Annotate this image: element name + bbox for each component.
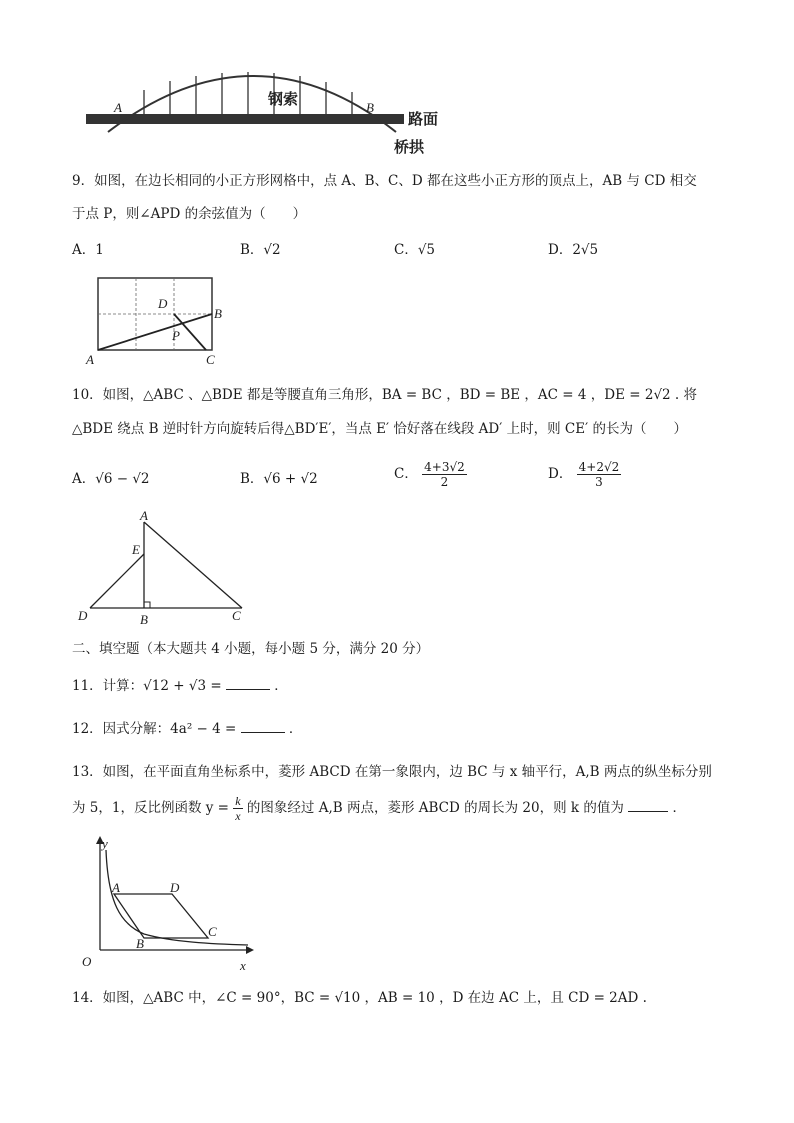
q11-text: 11．计算：√12 + √3 =: [72, 678, 222, 694]
q12-end: ．: [288, 721, 303, 737]
segment-ab: [98, 314, 212, 350]
q13-line2-b: 的图象经过 A,B 两点，菱形 ABCD 的周长为 20，则 k 的值为: [246, 800, 624, 816]
q12-text: 12．因式分解：4a² − 4 =: [72, 721, 237, 737]
q10-option-c-frac: [422, 460, 467, 489]
grid-label-p: P: [172, 328, 180, 343]
rh-label-b: B: [136, 936, 144, 951]
grid-figure: [84, 272, 234, 367]
q13-frac-den: x: [235, 809, 241, 823]
q10-option-d-frac: [577, 460, 622, 489]
q13-line1: 13．如图，在平面直角坐标系中，菱形 ABCD 在第一象限内，边 BC 与 x 轴平行，A,B 两点的纵坐标分别: [72, 764, 712, 780]
q10-option-d-num: 4+2√2: [578, 460, 620, 474]
q9-line1: 9．如图，在边长相同的小正方形网格中，点 A、B、C、D 都在这些小正方形的顶点上，AB 与 CD 相交: [72, 173, 697, 189]
q10-option-b: B．√6 + √2: [240, 471, 318, 487]
q13-frac: [233, 794, 242, 823]
q13-line2-a: 为 5，1，反比例函数 y =: [72, 800, 229, 816]
coordinate-figure: [72, 832, 262, 980]
q13-blank: [628, 811, 668, 812]
axis-label-y: y: [102, 836, 108, 851]
grid-label-d: D: [158, 296, 168, 311]
q10-line2: △BDE 绕点 B 逆时针方向旋转后得△BD′E′，当点 E′ 恰好落在线段 AD′ 上时，则 CE′ 的长为（ ）: [72, 421, 687, 437]
hyperbola-curve: [106, 850, 248, 945]
q10-line1: 10．如图，△ABC 、△BDE 都是等腰直角三角形，BA = BC ，BD = BE ，AC = 4 ，DE = 2√2 . 将: [72, 387, 698, 403]
cable-label: 钢索: [268, 90, 299, 108]
q12: [72, 720, 302, 738]
q11-blank: [226, 689, 270, 690]
q9-option-a: A．1: [72, 242, 104, 258]
q10-option-d-prefix: D．: [548, 466, 573, 482]
q10-option-d-den: 3: [595, 475, 603, 489]
q13-end: ．: [672, 800, 686, 816]
q9-option-c: C．√5: [394, 242, 436, 258]
q10-option-c-den: 2: [440, 475, 449, 489]
bridge-label-a: A: [114, 100, 122, 115]
road-label: 路面: [408, 110, 439, 128]
q11: [72, 677, 288, 695]
tri-label-d: D: [78, 608, 88, 623]
q11-end: ．: [274, 678, 288, 694]
grid-label-c: C: [206, 352, 215, 367]
q9-option-d: D．2√5: [548, 242, 599, 258]
q10-option-c: [394, 460, 467, 489]
grid-label-a: A: [86, 352, 94, 367]
q13-line2: [72, 794, 686, 823]
q10-option-c-num: 4+3√2: [424, 460, 465, 474]
triangle-figure: [72, 508, 262, 628]
tri-label-e: E: [132, 542, 140, 557]
section-2-title: 二、填空题（本大题共 4 小题，每小题 5 分，满分 20 分）: [72, 641, 430, 657]
rh-label-a: A: [112, 880, 120, 895]
rhombus: [114, 894, 208, 938]
q10-option-d: [548, 460, 621, 489]
tri-label-a: A: [140, 508, 148, 523]
q10-option-a: A．√6 − √2: [72, 471, 150, 487]
q9-option-b: B．√2: [240, 242, 281, 258]
arch-label: 桥拱: [394, 138, 425, 156]
axis-label-x: x: [240, 958, 246, 973]
rh-label-c: C: [208, 924, 217, 939]
q10-option-c-prefix: C．: [394, 466, 418, 482]
origin-label: O: [82, 954, 92, 969]
q9-line2: 于点 P，则∠APD 的余弦值为（ ）: [72, 206, 307, 222]
q12-blank: [241, 732, 285, 733]
road-deck: [86, 114, 404, 124]
bridge-figure: [80, 60, 460, 160]
rh-label-d: D: [170, 880, 180, 895]
q14-line: 14．如图，△ABC 中，∠C = 90°，BC = √10 ，AB = 10 ，D 在边 AC 上，且 CD = 2AD .: [72, 990, 647, 1006]
grid-label-b: B: [214, 306, 222, 321]
tri-label-b: B: [140, 612, 148, 627]
q13-frac-num: k: [235, 794, 241, 808]
tri-label-c: C: [232, 608, 241, 623]
bridge-label-b: B: [366, 100, 374, 115]
